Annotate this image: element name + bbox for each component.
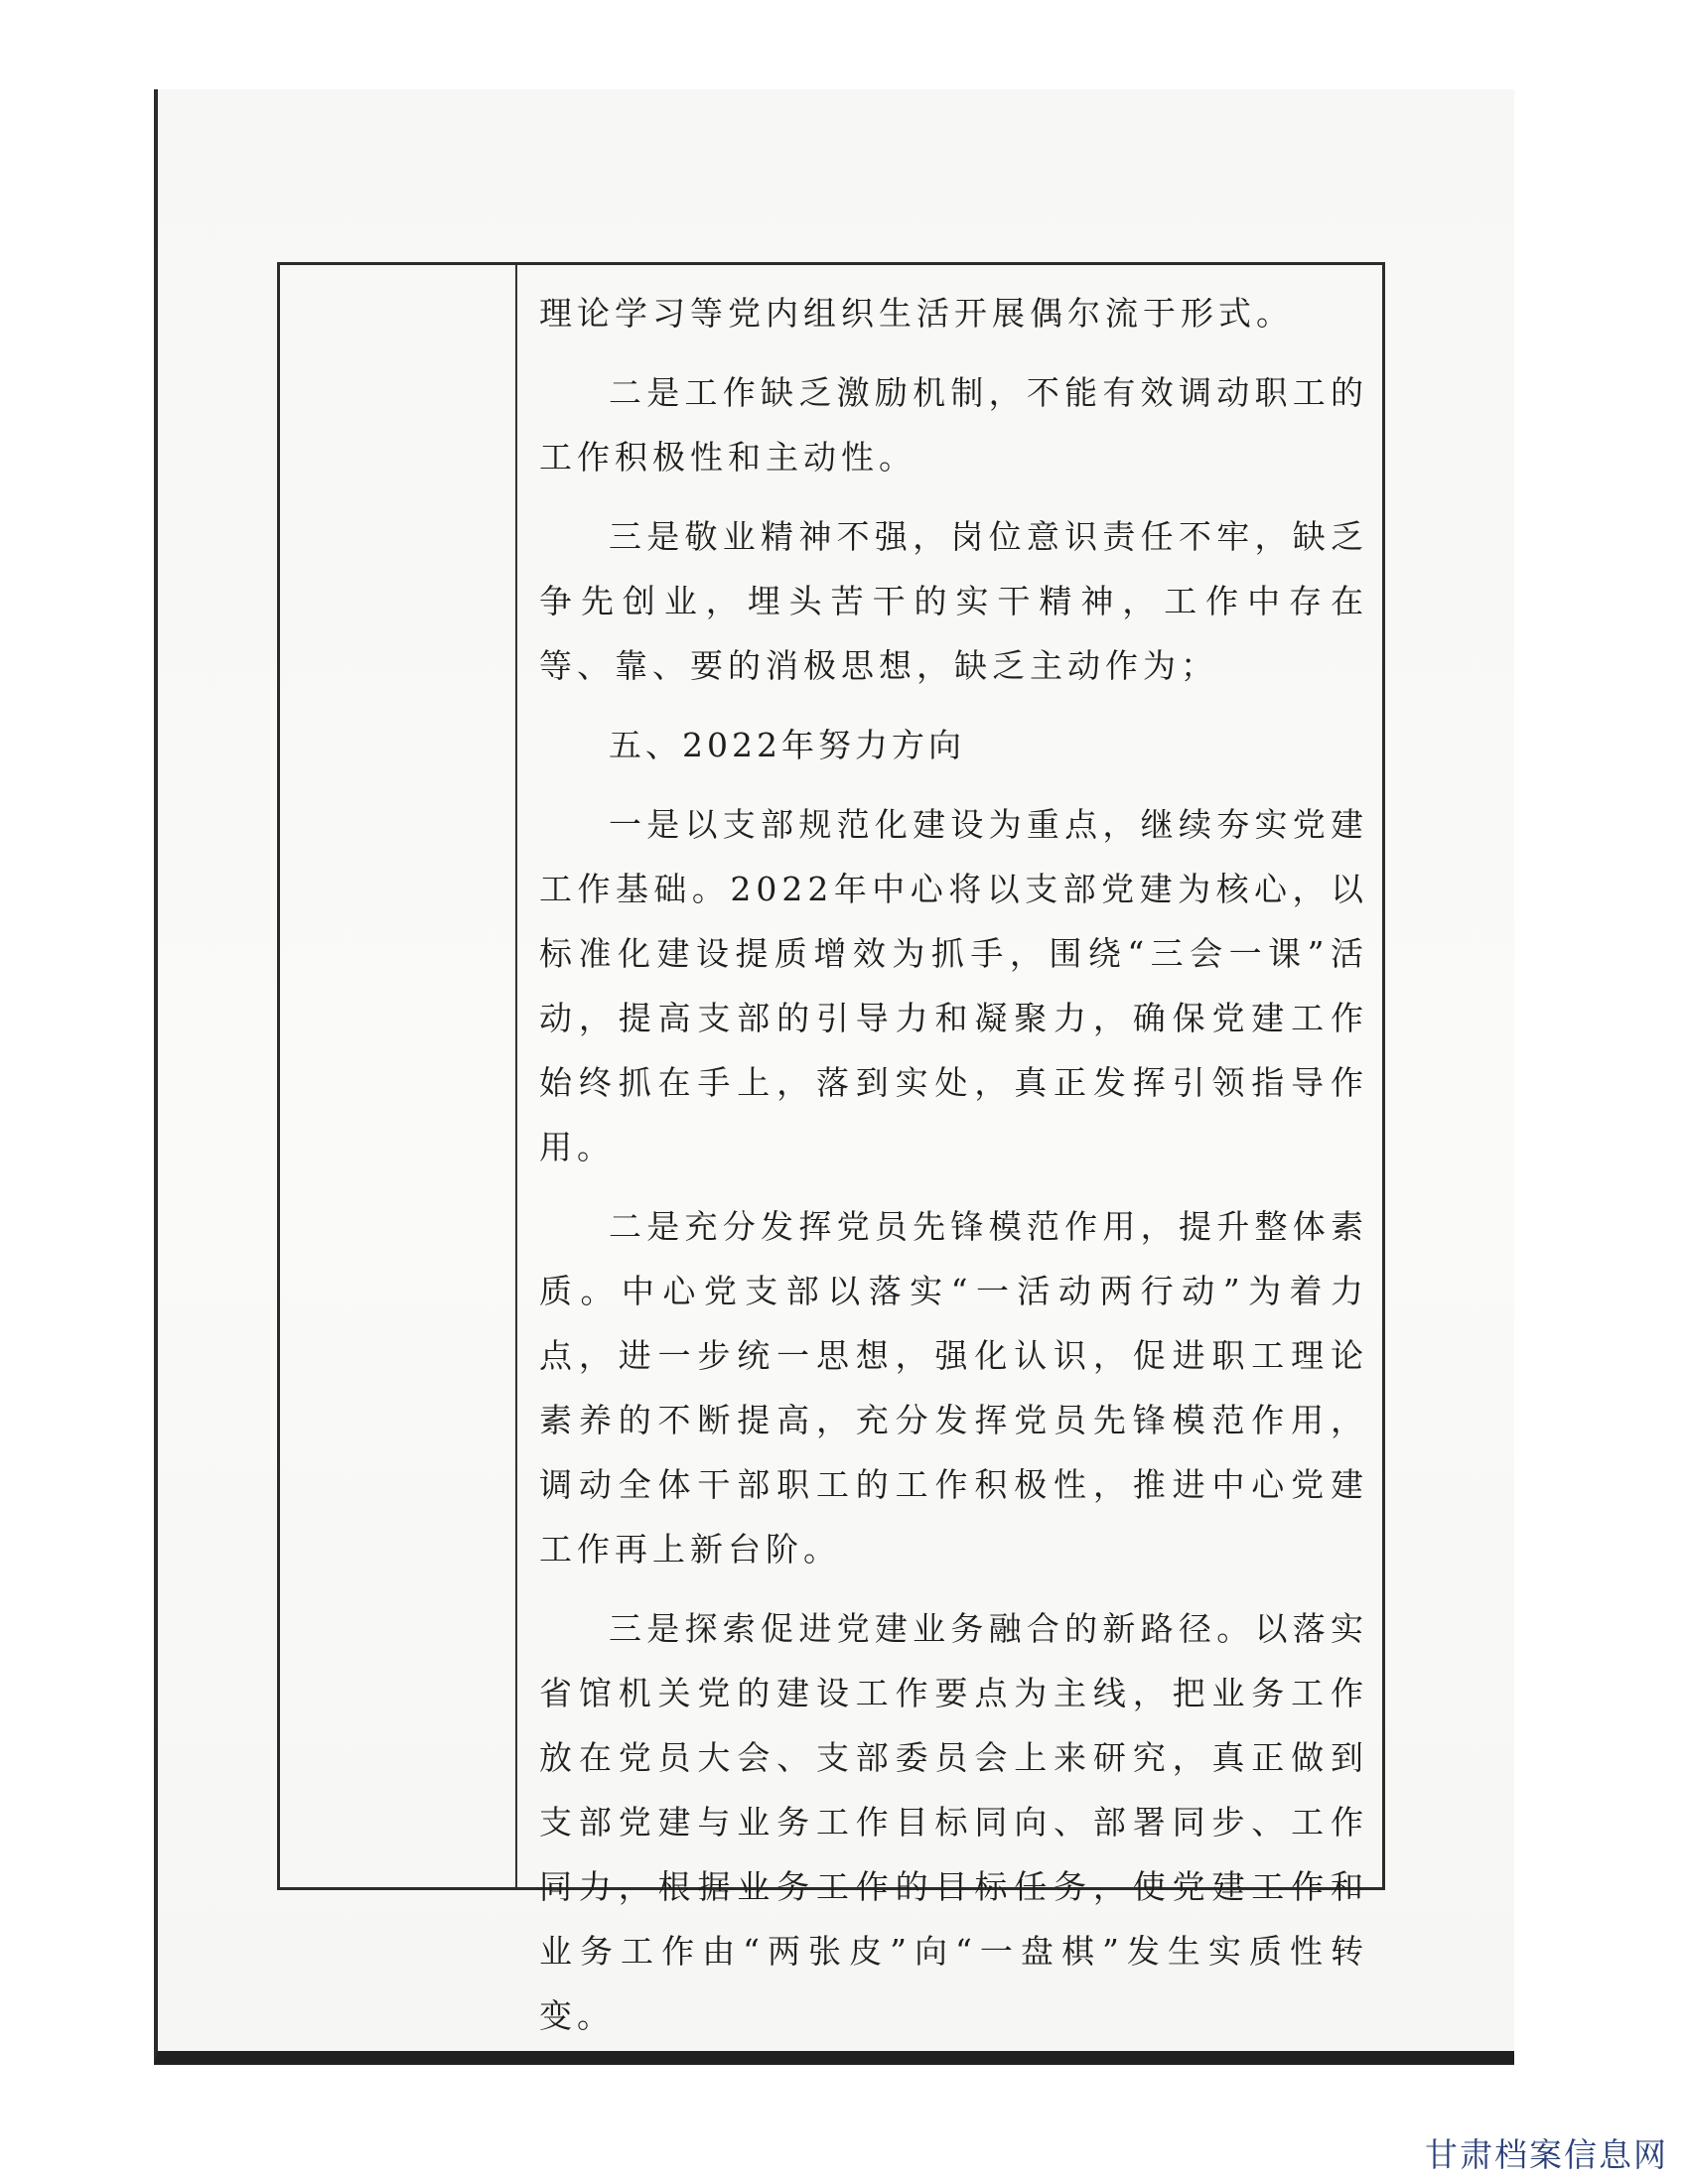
paragraph-incentive-mechanism: 二是工作缺乏激励机制，不能有效调动职工的工作积极性和主动性。 bbox=[539, 373, 1368, 477]
paragraph-standardization: 一是以支部规范化建设为重点，继续夯实党建工作基础。2022年中心将以支部党建为核心，以标准化建设提质增效为抓手，围绕“三会一课”活动，提高支部的引导力和凝聚力，确保党建工作始终抓在手上，落到实处，真正发挥引领指导作用。 bbox=[539, 805, 1368, 1166]
scanned-page bbox=[154, 89, 1514, 2065]
paragraph-party-member-role: 二是充分发挥党员先锋模范作用，提升整体素质。中心党支部以落实“一活动两行动”为着力点，进一步统一思想，强化认识，促进职工理论素养的不断提高，充分发挥党员先锋模范作用，调动全体干部职工的工作积极性，推进中心党建工作再上新台阶。 bbox=[539, 1207, 1368, 1569]
table-left-cell bbox=[280, 265, 517, 1887]
site-watermark: 甘肃档案信息网 bbox=[1425, 2135, 1668, 2174]
table-content-cell bbox=[517, 265, 1382, 2035]
document-table bbox=[277, 262, 1385, 2035]
paragraph-theory-study: 理论学习等党内组织生活开展偶尔流于形式。 bbox=[539, 294, 1294, 333]
paragraph-integration: 三是探索促进党建业务融合的新路径。以落实省馆机关党的建设工作要点为主线，把业务工作放在党员大会、支部委员会上来研究，真正做到支部党建与业务工作目标同向、部署同步、工作同力，根据业务工作的目标任务，使党建工作和业务工作由“两张皮”向“一盘棋”发生实质性转变。 bbox=[539, 1609, 1368, 2035]
paragraph-dedication: 三是敬业精神不强，岗位意识责任不牢，缺乏争先创业，埋头苦干的实干精神，工作中存在等、靠、要的消极思想，缺乏主动作为； bbox=[539, 517, 1368, 685]
section-heading-2022-direction: 五、2022年努力方向 bbox=[609, 726, 965, 764]
